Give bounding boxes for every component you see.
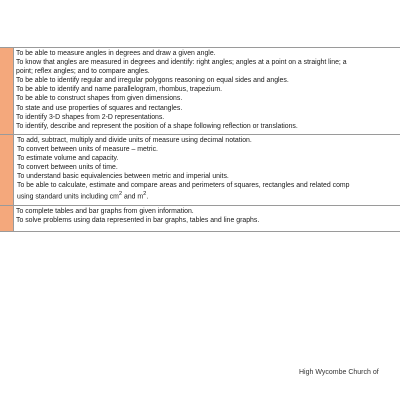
statistics-row <box>0 206 400 232</box>
cm-squared-exponent: 2 <box>118 191 123 198</box>
row-color-tab <box>0 48 14 134</box>
objective-line: To know that angles are measured in degrees and identify: right angles; angles at a point on a straight line; a <box>16 59 347 67</box>
objective-line: To convert between units of time. <box>17 164 118 172</box>
objective-line: To identify 3-D shapes from 2-D representations. <box>16 113 165 121</box>
objective-line: To state and use properties of squares and rectangles. <box>16 104 183 112</box>
objective-line: To convert between units of measure – metric. <box>17 145 158 153</box>
measurement-row <box>0 135 400 206</box>
row-color-tab <box>0 135 14 205</box>
objective-line: To be able to measure angles in degrees and draw a given angle. <box>16 50 216 57</box>
objective-line-units <box>17 190 400 201</box>
objective-line: To add, subtract, multiply and divide units of measure using decimal notation. <box>17 136 252 144</box>
geometry-objectives <box>14 48 400 134</box>
objective-line: point; reflex angles; and to compare angles. <box>16 68 150 76</box>
units-text: . <box>146 193 149 201</box>
units-text: using standard units including cm <box>17 193 119 201</box>
objective-line: To identify, describe and represent the position of a shape following reflection or translations. <box>16 122 298 130</box>
objective-line: To be able to construct shapes from given dimensions. <box>16 95 183 103</box>
objectives-table <box>0 47 400 232</box>
measurement-objectives <box>14 135 400 205</box>
statistics-objectives <box>14 206 400 231</box>
objective-line: To complete tables and bar graphs from given information. <box>16 207 194 215</box>
objective-line: To be able to identify regular and irregular polygons reasoning on equal sides and angles. <box>16 77 289 85</box>
objective-line: To understand basic equivalencies between metric and imperial units. <box>17 173 229 181</box>
objective-line: To solve problems using data represented in bar graphs, tables and line graphs. <box>16 216 260 224</box>
row-color-tab <box>0 206 14 231</box>
objective-line: To be able to calculate, estimate and compare areas and perimeters of squares, rectangles and related comp <box>17 182 350 190</box>
page-footer: High Wycombe Church of <box>299 369 379 376</box>
m-squared-exponent: 2 <box>143 191 147 198</box>
units-text: and m <box>122 193 144 201</box>
geometry-row <box>0 48 400 135</box>
objective-line: To estimate volume and capacity. <box>17 155 119 163</box>
objective-line: To be able to identify and name parallelogram, rhombus, trapezium. <box>16 86 223 94</box>
